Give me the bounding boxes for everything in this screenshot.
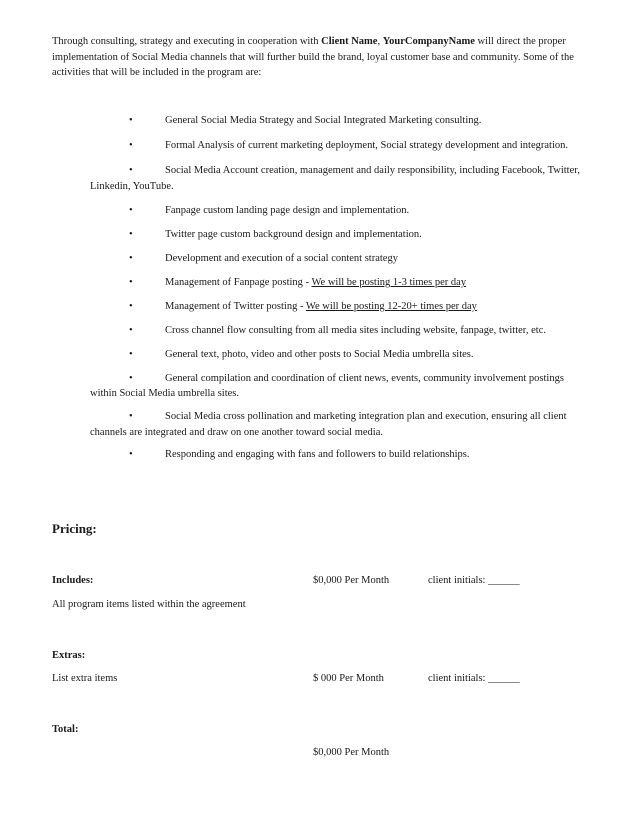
list-item-text: Social Media cross pollination and marketing integration plan and execution, ensuring all client <box>165 411 567 422</box>
list-item-text-prefix: Management of Fanpage posting - <box>165 277 312 288</box>
intro-text-1: Through consulting, strategy and executing in cooperation with <box>52 36 322 47</box>
extras-item: List extra items <box>52 673 118 684</box>
intro-separator: , <box>377 36 383 47</box>
includes-row <box>52 573 612 589</box>
bullet-marker: • <box>129 229 133 240</box>
client-name: Client Name <box>321 36 378 47</box>
bullet-marker: • <box>129 349 133 360</box>
extras-initials: client initials: ______ <box>428 673 520 684</box>
list-item-text: Cross channel flow consulting from all media sites including website, fanpage, twitter, etc. <box>165 325 546 336</box>
list-item-continuation: channels are integrated and draw on one another toward social media. <box>90 427 384 438</box>
bullet-marker: • <box>129 411 133 422</box>
list-item-text-prefix: Management of Twitter posting - <box>165 301 306 312</box>
total-row <box>52 745 612 761</box>
list-item-text: General compilation and coordination of client news, events, community involvement postings <box>165 373 564 384</box>
list-item-text: Twitter page custom background design and implementation. <box>165 229 422 240</box>
extras-price: $ 000 Per Month <box>313 673 384 684</box>
total-price: $0,000 Per Month <box>313 747 390 758</box>
list-item-text: Fanpage custom landing page design and implementation. <box>165 205 410 216</box>
bullet-marker: • <box>129 277 133 288</box>
company-name: YourCompanyName <box>382 36 475 47</box>
bullet-marker: • <box>129 449 133 460</box>
extras-label: Extras: <box>52 650 86 661</box>
list-item-text: General text, photo, video and other posts to Social Media umbrella sites. <box>165 349 474 360</box>
list-item-text: General Social Media Strategy and Social Integrated Marketing consulting. <box>165 115 482 126</box>
total-heading-row <box>52 722 612 738</box>
extras-row <box>52 671 612 687</box>
extras-heading-row <box>52 648 612 664</box>
posting-frequency-twitter: We will be posting 12-20+ times per day <box>305 301 477 312</box>
includes-description: All program items listed within the agreement <box>52 599 246 610</box>
list-item-text <box>165 299 477 315</box>
bullet-marker: • <box>129 301 133 312</box>
list-item-continuation: within Social Media umbrella sites. <box>90 388 240 399</box>
intro-text-2: will direct the proper implementation of Social Media channels that will further build the brand, loyal customer base and community. Some of the activities that will be included in the program are: <box>52 36 574 78</box>
list-item-text: Formal Analysis of current marketing deployment, Social strategy development and integration. <box>165 140 568 151</box>
bullet-marker: • <box>129 115 133 126</box>
intro-paragraph <box>52 34 592 81</box>
includes-initials: client initials: ______ <box>428 575 520 586</box>
includes-description-row <box>52 597 612 613</box>
includes-price: $0,000 Per Month <box>313 575 390 586</box>
posting-frequency-fanpage: We will be posting 1-3 times per day <box>311 277 467 288</box>
bullet-marker: • <box>129 253 133 264</box>
list-item-text <box>165 275 466 291</box>
list-item-text: Development and execution of a social content strategy <box>165 253 398 264</box>
includes-label: Includes: <box>52 575 94 586</box>
pricing-heading: Pricing: <box>52 521 97 536</box>
bullet-marker: • <box>129 140 133 151</box>
list-item-continuation: Linkedin, YouTube. <box>90 181 174 192</box>
bullet-marker: • <box>129 325 133 336</box>
list-item-text: Social Media Account creation, management and daily responsibility, including Facebook, Twitter, <box>165 165 580 176</box>
list-item-text: Responding and engaging with fans and followers to build relationships. <box>165 449 470 460</box>
total-label: Total: <box>52 724 79 735</box>
bullet-marker: • <box>129 165 133 176</box>
bullet-marker: • <box>129 373 133 384</box>
bullet-marker: • <box>129 205 133 216</box>
